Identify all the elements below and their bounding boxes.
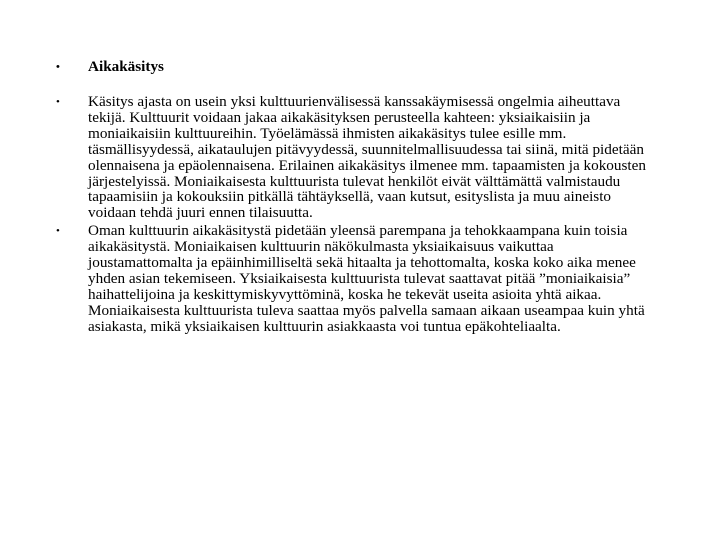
bullet-paragraph-text: Oman kulttuurin aikakäsitystä pidetään yleensä parempana ja tehokkaampana kuin toisia aikakäsitystä. Moniaikaisen kulttuurin näkökulmasta yksiaikaisuus vaikuttaa joustamattomalta ja epäinhimilliseltä sekä hitaalta ja tehottomalta, koska koko aika menee yhden asian tekemiseen. Yksiaikaisesta kulttuurista tulevat saattavat pitää ”moniaikaisia” haihattelijoina ja keskittymiskyvyttöminä, koska he tekevät useita asioita yhtä aikaa. Moniaikaisesta kulttuurista tuleva saattaa myös palvella samaan aikaan useampaa kuin yhtä asiakasta, mikä yksiaikaisen kulttuurin asiakkaasta voi tuntua epäkohteliaalta. xyxy=(88,222,645,335)
bullet-item-time-concept xyxy=(56,94,656,221)
bullet-item-title xyxy=(56,55,656,79)
bullet-paragraph-text: Käsitys ajasta on usein yksi kulttuurienvälisessä kanssakäymisessä ongelmia aiheuttava tekijä. Kulttuurit voidaan jakaa aikakäsityksen perusteella kahteen: yksiaikaisiin ja moniaikaisiin kulttuureihin. Työelämässä ihmisten aikakäsitys tulee esille mm. täsmällisyydessä, aikataulujen pitävyydessä, suunnitelmallisuudessa tai siinä, mitä pidetään olennaisena ja epäolennaisena. Erilainen aikakäsitys ilmenee mm. tapaamisten ja kokousten järjestelyissä. Moniaikaisesta kulttuurista tulevat henkilöt eivät välttämättä valmistaudu tapaamisiin ja kokouksiin pitkällä tähtäyksellä, vaan kutsut, esityslista ja muu aineisto voidaan tehdä juuri ennen tilaisuutta. xyxy=(88,93,646,222)
slide-title-text: Aikakäsitys xyxy=(88,58,164,75)
bullet-icon: • xyxy=(56,225,60,238)
bullet-icon: • xyxy=(56,61,60,73)
bullet-icon: • xyxy=(56,96,60,108)
bullet-item-own-culture xyxy=(56,223,656,334)
bullet-list xyxy=(56,55,656,335)
